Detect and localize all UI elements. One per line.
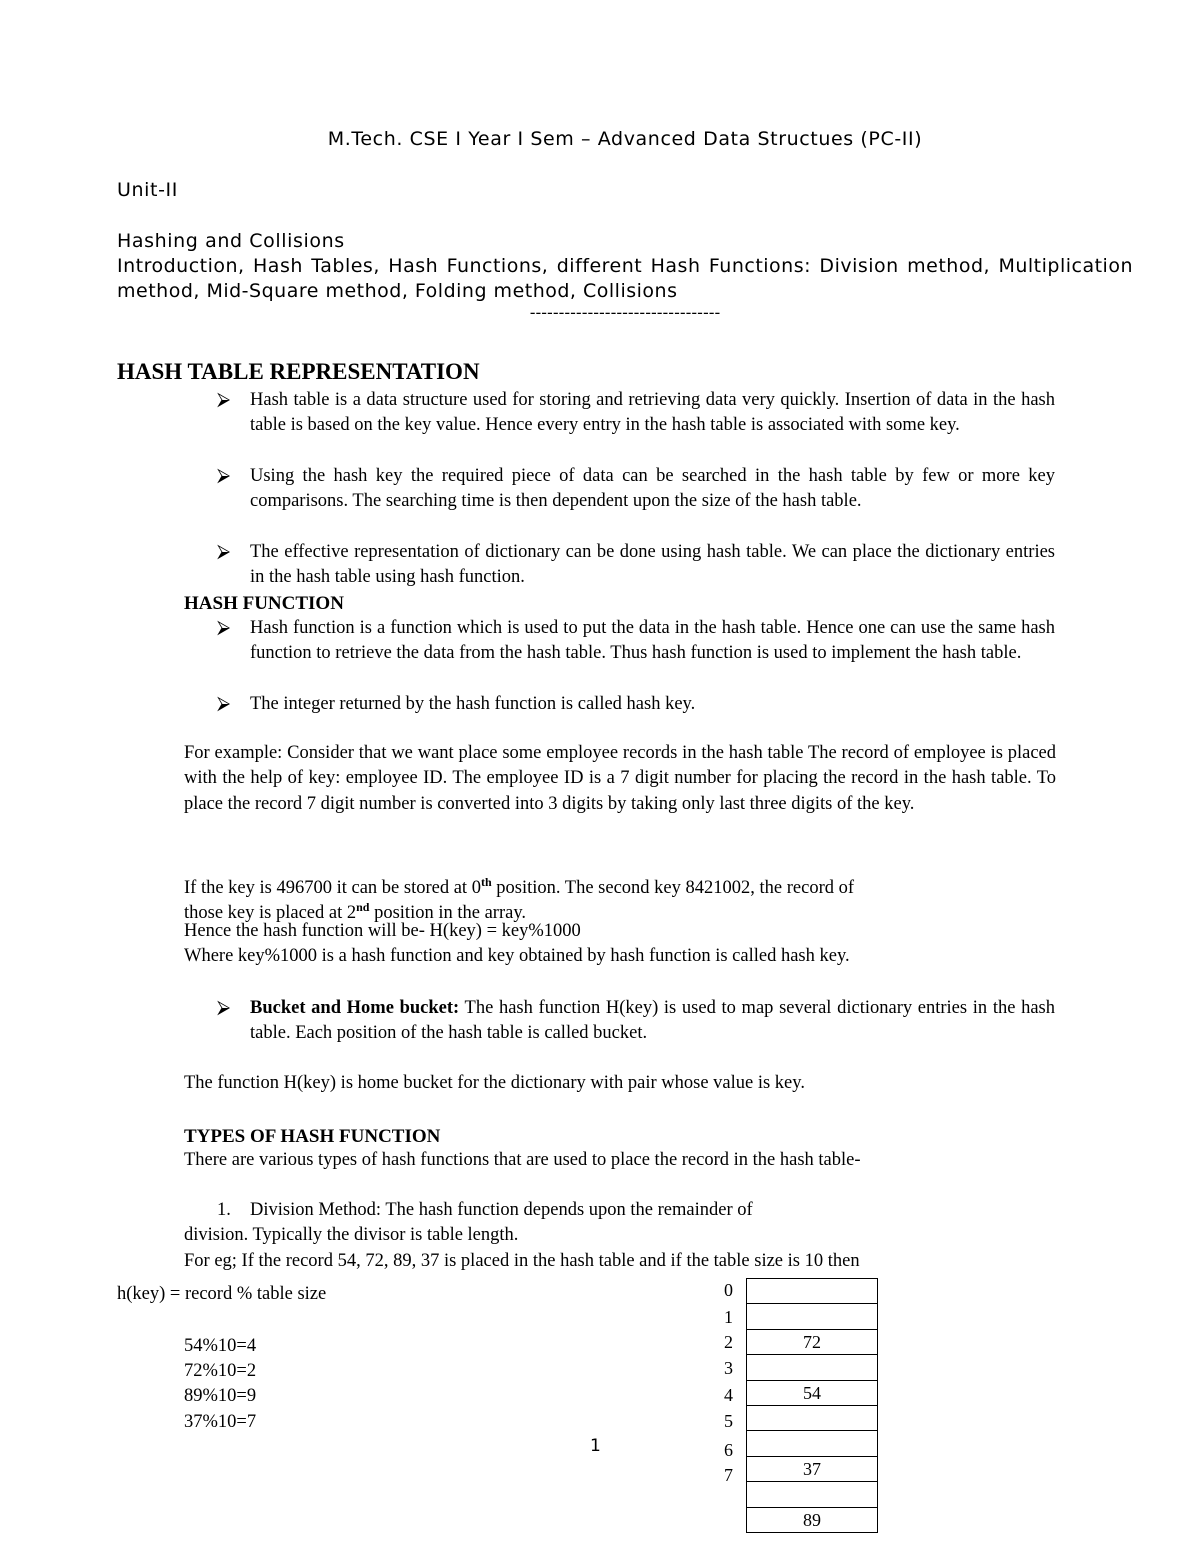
hash-table-cell — [747, 1354, 877, 1379]
key-line-text: position in the array. — [369, 903, 526, 924]
hash-table-cell — [747, 1303, 877, 1328]
hash-table-cell — [747, 1278, 877, 1303]
hash-table — [746, 1278, 878, 1533]
superscript: nd — [356, 900, 370, 914]
table-index: 2 — [724, 1332, 733, 1352]
hash-table-cell: 72 — [747, 1329, 877, 1354]
bullet-text: The effective representation of dictionary can be done using hash table. We can place the dictionary entries in the hash table using hash function. — [250, 542, 1055, 588]
section-heading-types: TYPES OF HASH FUNCTION — [184, 1126, 441, 1147]
arrow-bullet-icon: ⮚ — [217, 694, 231, 714]
home-bucket-text: The function H(key) is home bucket for the dictionary with pair whose value is key. — [184, 1073, 805, 1093]
bucket-term: Bucket and Home bucket: — [250, 998, 460, 1018]
bullet-text: Hash function is a function which is used to put the data in the hash table. Hence one can use the same hash function to retrieve the data from the hash table. Thus hash function is used to implement the hash table. — [250, 618, 1055, 664]
page-number: 1 — [590, 1436, 601, 1456]
table-index: 1 — [724, 1307, 733, 1327]
hash-table-cell — [747, 1481, 877, 1506]
topic-text: Introduction, Hash Tables, Hash Functions, different Hash Functions: Division method, Multiplication method, Mid-Square method, Folding method, Collisions — [117, 255, 1133, 302]
document-title: M.Tech. CSE I Year I Sem – Advanced Data Structues (PC-II) — [327, 128, 923, 150]
bullet-item — [217, 692, 1055, 717]
bullet-text: The integer returned by the hash function is called hash key. — [250, 694, 696, 714]
bucket-definition: The hash function H(key) is used to map several dictionary entries in the hash table. Each position of the hash table is called bucket. — [250, 998, 1055, 1044]
key-line-text: If the key is 496700 it can be stored at 0 — [184, 878, 481, 899]
numbered-item-continuation: division. Typically the divisor is table length. — [184, 1225, 519, 1245]
bullet-item — [217, 616, 1055, 667]
arrow-bullet-icon: ⮚ — [217, 618, 231, 638]
hash-table-cell — [747, 1430, 877, 1455]
division-formula: h(key) = record % table size — [117, 1284, 327, 1304]
section-heading-hash-table-representation: HASH TABLE REPRESENTATION — [117, 359, 480, 384]
hash-table-cell: 54 — [747, 1380, 877, 1405]
example-line: For eg; If the record 54, 72, 89, 37 is placed in the hash table and if the table size is 10 then — [184, 1251, 860, 1271]
calc-line: 89%10=9 — [184, 1386, 257, 1406]
key-line-text: those key is placed at 2 — [184, 903, 357, 924]
calc-line: 54%10=4 — [184, 1336, 257, 1356]
arrow-bullet-icon: ⮚ — [217, 390, 231, 410]
hash-table-cell: 37 — [747, 1456, 877, 1481]
bullet-text: Using the hash key the required piece of data can be searched in the hash table by few or more key comparisons. The searching time is then dependent upon the size of the hash table. — [250, 466, 1055, 512]
table-index: 7 — [724, 1465, 733, 1485]
bullet-item — [217, 464, 1055, 515]
bullet-item — [217, 540, 1055, 591]
table-index: 0 — [724, 1280, 733, 1300]
calc-line: 72%10=2 — [184, 1361, 257, 1381]
arrow-bullet-icon: ⮚ — [217, 466, 231, 486]
bullet-item — [217, 388, 1055, 439]
hash-table-cell — [747, 1405, 877, 1430]
hash-table-cell: 89 — [747, 1507, 877, 1533]
key-line-text: position. The second key 8421002, the record of — [491, 878, 855, 899]
hash-function-formula: Hence the hash function will be- H(key) = key%1000 — [184, 921, 581, 941]
arrow-bullet-icon: ⮚ — [217, 542, 231, 562]
calc-line: 37%10=7 — [184, 1412, 257, 1432]
divider-line: --------------------------------- — [529, 303, 721, 322]
bullet-text — [250, 996, 1055, 1047]
numbered-item-number: 1. — [217, 1200, 231, 1220]
table-index: 3 — [724, 1358, 733, 1378]
unit-label: Unit-II — [117, 179, 178, 201]
superscript: th — [480, 875, 492, 889]
table-index: 4 — [724, 1385, 733, 1405]
section-heading-hash-function: HASH FUNCTION — [184, 593, 344, 614]
table-index: 6 — [724, 1440, 733, 1460]
bullet-item — [217, 996, 1055, 1047]
arrow-bullet-icon: ⮚ — [217, 998, 231, 1018]
example-paragraph: For example: Consider that we want place some employee records in the hash table The record of employee is placed with the help of key: employee ID. The employee ID is a 7 digit number for placing the record in the hash table. To place the record 7 digit number is converted into 3 digits by taking only last three digits of the key. — [184, 743, 1056, 814]
bullet-text: Hash table is a data structure used for storing and retrieving data very quickly. Insertion of data in the hash table is based on the key value. Hence every entry in the hash table is associated with some key. — [250, 390, 1055, 436]
numbered-item-text: Division Method: The hash function depends upon the remainder of — [250, 1200, 753, 1220]
hash-key-definition: Where key%1000 is a hash function and key obtained by hash function is called hash key. — [184, 946, 850, 966]
topic-heading: Hashing and Collisions — [117, 230, 345, 252]
types-intro: There are various types of hash functions that are used to place the record in the hash table- — [184, 1150, 861, 1170]
table-index: 5 — [724, 1411, 733, 1431]
